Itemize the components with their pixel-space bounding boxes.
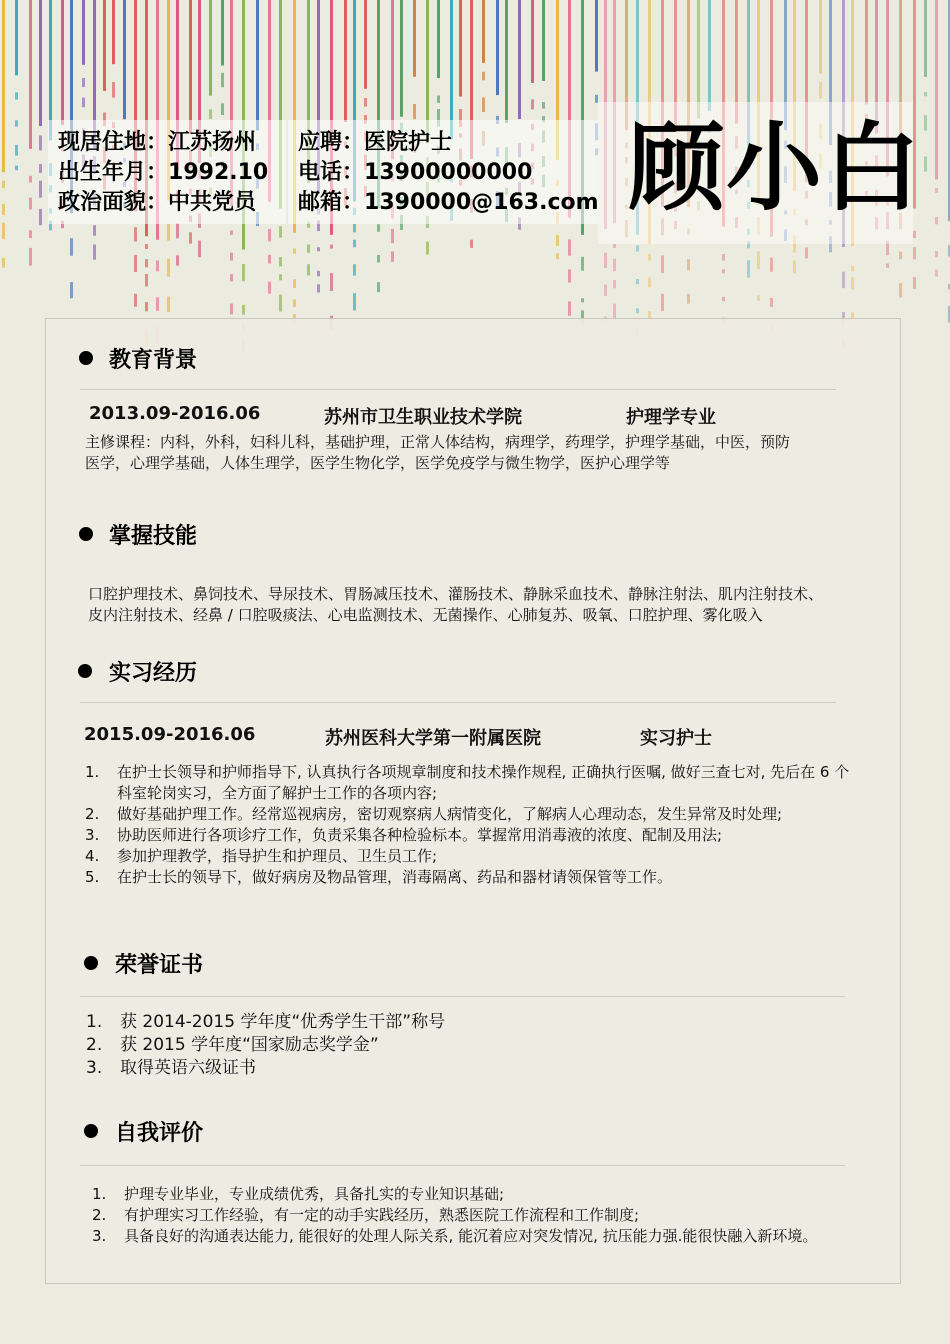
stripe-segment	[156, 260, 159, 271]
stripe-segment	[134, 227, 137, 241]
stripe-segment	[70, 238, 73, 256]
stripe-segment	[330, 273, 333, 291]
info-email: 邮箱：1390000@163.com	[298, 190, 599, 215]
stripe-segment	[613, 244, 616, 248]
stripe-segment	[459, 0, 462, 97]
stripe-segment	[604, 253, 607, 268]
stripe-segment	[636, 279, 639, 284]
stripe-segment	[221, 103, 224, 115]
section-title-self-evaluation: 自我评价	[115, 1121, 204, 1146]
education-courses-line1: 主修课程：内科，外科，妇科儿科，基础护理，正常人体结构，病理学，药理学，护理学基础，中医，预防	[85, 433, 791, 451]
stripe-segment	[935, 251, 938, 257]
stripe-segment	[391, 251, 394, 261]
info-position: 应聘：医院护士	[298, 130, 453, 155]
bullet-dot-icon	[79, 351, 93, 365]
stripe-segment	[913, 231, 916, 238]
personal-info-right	[288, 120, 598, 224]
skills-line2: 皮内注射技术、经鼻 / 口腔吸痰法、心电监测技术、无菌操作、心肺复苏、吸氧、口腔护理、雾化吸入	[88, 606, 763, 624]
stripe-segment	[708, 0, 711, 111]
stripe-segment	[851, 277, 854, 289]
stripe-segment	[134, 255, 137, 272]
stripe-segment	[913, 247, 916, 259]
list-item: 1. 护理专业毕业，专业成绩优秀，具备扎实的专业知识基础;	[92, 1185, 505, 1203]
internship-period: 2015.09-2016.06	[84, 724, 256, 745]
stripe-segment	[437, 0, 440, 78]
stripe-segment	[29, 176, 32, 183]
stripe-segment	[581, 257, 584, 271]
education-period: 2013.09-2016.06	[89, 403, 261, 424]
stripe-segment	[613, 280, 616, 288]
stripe-segment	[924, 115, 927, 130]
stripe-segment	[935, 217, 938, 224]
stripe-segment	[29, 0, 32, 149]
stripe-segment	[648, 278, 651, 288]
stripe-segment	[279, 274, 282, 280]
stripe-segment	[353, 224, 356, 233]
education-major: 护理学专业	[626, 407, 716, 428]
stripe-segment	[518, 0, 521, 119]
stripe-segment	[542, 102, 545, 108]
stripe-segment	[722, 269, 725, 273]
stripe-segment	[770, 298, 773, 307]
stripe-segment	[851, 266, 854, 271]
stripe-segment	[636, 246, 639, 252]
stripe-segment	[568, 239, 571, 255]
stripe-segment	[134, 294, 137, 307]
stripe-segment	[697, 0, 700, 118]
stripe-segment	[39, 164, 42, 173]
stripe-segment	[482, 72, 485, 81]
list-item: 3. 取得英语六级证书	[86, 1058, 256, 1078]
stripe-segment	[256, 0, 259, 131]
stripe-segment	[661, 294, 664, 311]
stripe-segment	[145, 244, 148, 249]
stripe-segment	[39, 209, 42, 225]
list-item: 1. 获 2014-2015 学年度“优秀学生干部”称号	[86, 1012, 446, 1032]
stripe-segment	[2, 0, 5, 172]
stripe-segment	[793, 260, 796, 273]
stripe-segment	[542, 0, 545, 81]
stripe-segment	[364, 0, 367, 89]
stripe-segment	[29, 230, 32, 238]
stripe-segment	[39, 135, 42, 150]
stripe-segment	[230, 230, 233, 234]
stripe-segment	[307, 264, 310, 275]
stripe-segment	[317, 284, 320, 292]
list-item: 2. 做好基础护理工作。经常巡视病房，密切观察病人病情变化，了解病人心理动态，发生异常及时处理;	[85, 805, 783, 823]
stripe-segment	[2, 204, 5, 215]
stripe-segment	[15, 120, 18, 126]
stripe-segment	[924, 92, 927, 96]
divider	[80, 702, 836, 703]
stripe-segment	[279, 226, 282, 237]
stripe-segment	[2, 223, 5, 239]
stripe-segment	[279, 295, 282, 312]
stripe-segment	[123, 0, 126, 119]
stripe-segment	[426, 242, 429, 255]
stripe-segment	[924, 156, 927, 171]
stripe-segment	[496, 0, 499, 95]
bullet-dot-icon	[78, 664, 92, 678]
bullet-dot-icon	[84, 1124, 98, 1138]
stripe-segment	[899, 283, 902, 297]
bullet-dot-icon	[79, 527, 93, 541]
stripe-segment	[293, 300, 296, 307]
info-phone: 电话：13900000000	[298, 160, 533, 185]
stripe-segment	[145, 259, 148, 267]
stripe-segment	[29, 248, 32, 266]
stripe-segment	[413, 0, 416, 77]
section-title-internship: 实习经历	[109, 661, 198, 686]
stripe-segment	[899, 252, 902, 260]
divider	[80, 996, 845, 997]
info-political: 政治面貌：中共党员	[58, 190, 257, 215]
stripe-segment	[344, 0, 347, 122]
stripe-segment	[935, 270, 938, 277]
stripe-segment	[242, 264, 245, 281]
stripe-segment	[167, 297, 170, 313]
stripe-segment	[913, 277, 916, 289]
self-evaluation-list	[92, 1184, 882, 1247]
stripe-segment	[230, 303, 233, 314]
stripe-segment	[747, 260, 750, 277]
stripe-segment	[112, 0, 115, 64]
stripe-segment	[268, 282, 271, 294]
stripe-segment	[156, 297, 159, 310]
stripe-segment	[722, 297, 725, 301]
stripe-segment	[70, 282, 73, 298]
stripe-segment	[377, 255, 380, 263]
stripe-segment	[15, 0, 18, 75]
stripe-segment	[819, 0, 822, 73]
stripe-segment	[103, 0, 106, 91]
stripe-segment	[805, 247, 808, 258]
stripe-segment	[482, 0, 485, 63]
stripe-segment	[167, 224, 170, 241]
stripe-segment	[29, 198, 32, 210]
stripe-segment	[770, 258, 773, 272]
stripe-segment	[556, 253, 559, 259]
info-birth: 出生年月：1992.10	[58, 160, 269, 185]
stripe-segment	[935, 188, 938, 193]
stripe-segment	[198, 241, 201, 258]
stripe-segment	[400, 0, 403, 117]
stripe-segment	[595, 0, 598, 72]
section-title-education: 教育背景	[109, 348, 198, 373]
stripe-segment	[145, 302, 148, 311]
stripe-segment	[470, 240, 473, 248]
stripe-segment	[268, 255, 271, 264]
stripe-segment	[221, 0, 224, 66]
stripe-segment	[209, 0, 212, 96]
candidate-name: 顾小白	[628, 112, 922, 224]
list-item: 3. 协助医师进行各项诊疗工作，负责采集各种检验标本。掌握常用消毒液的浓度、配制及用法;	[85, 826, 723, 844]
internship-role: 实习护士	[640, 728, 712, 749]
stripe-segment	[189, 0, 192, 134]
stripe-segment	[886, 264, 889, 268]
stripe-segment	[556, 235, 559, 246]
divider	[80, 1165, 845, 1166]
bullet-dot-icon	[84, 956, 98, 970]
stripe-segment	[636, 308, 639, 313]
stripe-segment	[842, 272, 845, 288]
stripe-segment	[209, 109, 212, 119]
info-residence: 现居住地：江苏扬州	[58, 130, 257, 155]
stripe-segment	[865, 0, 868, 104]
stripe-segment	[112, 82, 115, 98]
list-item: 2. 获 2015 学年度“国家励志奖学金”	[86, 1035, 379, 1055]
list-item: 4. 参加护理教学，指导护生和护理员、卫生员工作;	[85, 847, 438, 865]
stripe-segment	[307, 244, 310, 252]
stripe-segment	[687, 259, 690, 270]
stripe-segment	[687, 294, 690, 304]
stripe-segment	[757, 251, 760, 269]
education-courses-line2: 医学，心理学基础，人体生理学，医学生物化学，医学免疫学与微生物学，医护心理学等	[85, 454, 671, 472]
stripe-segment	[82, 0, 85, 65]
section-title-honors: 荣誉证书	[115, 953, 204, 978]
stripe-segment	[613, 259, 616, 272]
personal-info-left	[48, 120, 286, 224]
stripe-segment	[82, 78, 85, 87]
stripe-segment	[450, 0, 453, 139]
stripe-segment	[176, 255, 179, 265]
stripe-segment	[176, 223, 179, 238]
internship-hospital: 苏州医科大学第一附属医院	[325, 728, 541, 749]
stripe-segment	[15, 166, 18, 171]
stripe-segment	[279, 257, 282, 266]
stripe-segment	[604, 284, 607, 295]
stripe-segment	[531, 99, 534, 109]
stripe-segment	[353, 264, 356, 275]
list-item: 1. 在护士长领导和护师指导下, 认真执行各项规章制度和技术操作规程, 正确执行医嘱, 做好三查七对, 先后在 6 个科室轮岗实习，全方面了解护士工作的各项内容;	[85, 763, 850, 802]
stripe-segment	[317, 271, 320, 276]
divider	[80, 389, 836, 390]
stripe-segment	[924, 0, 927, 77]
stripe-segment	[531, 0, 534, 83]
stripe-segment	[145, 274, 148, 286]
section-title-skills: 掌握技能	[109, 524, 198, 549]
stripe-segment	[230, 274, 233, 281]
stripe-segment	[268, 229, 271, 242]
internship-list	[85, 762, 855, 888]
stripe-segment	[568, 301, 571, 316]
stripe-segment	[2, 258, 5, 268]
stripe-segment	[293, 279, 296, 288]
stripe-segment	[661, 255, 664, 273]
stripe-segment	[82, 98, 85, 108]
stripe-segment	[757, 295, 760, 301]
stripe-segment	[413, 104, 416, 119]
stripe-segment	[39, 0, 42, 126]
stripe-segment	[2, 181, 5, 188]
stripe-segment	[819, 82, 822, 99]
skills-line1: 口腔护理技术、鼻饲技术、导尿技术、胃肠减压技术、灌肠技术、静脉采血技术、静脉注射法、肌内注射技术、	[88, 585, 824, 603]
stripe-segment	[377, 224, 380, 232]
list-item: 5. 在护士长的领导下，做好病房及物品管理，消毒隔离、药品和器材请领保管等工作。	[85, 868, 673, 886]
stripe-segment	[242, 305, 245, 315]
list-item: 2. 有护理实习工作经验，有一定的动手实践经历，熟悉医院工作流程和工作制度;	[92, 1206, 640, 1224]
stripe-segment	[364, 98, 367, 107]
stripe-segment	[505, 0, 508, 123]
stripe-segment	[15, 92, 18, 99]
stripe-segment	[317, 247, 320, 251]
stripe-segment	[189, 232, 192, 243]
stripe-segment	[722, 254, 725, 260]
stripe-segment	[353, 240, 356, 248]
stripe-segment	[482, 97, 485, 112]
stripe-segment	[61, 0, 64, 125]
stripe-segment	[353, 293, 356, 310]
education-school: 苏州市卫生职业技术学院	[324, 407, 522, 428]
stripe-segment	[93, 225, 96, 236]
stripe-segment	[935, 0, 938, 180]
list-item: 3. 具备良好的沟通表达能力, 能很好的处理人际关系, 能沉着应对突发情况, 抗压能力强.能很快融入新环境。	[92, 1227, 818, 1245]
stripe-segment	[377, 282, 380, 292]
stripe-segment	[167, 259, 170, 277]
honors-list	[86, 1011, 786, 1080]
stripe-segment	[39, 181, 42, 198]
stripe-segment	[230, 253, 233, 261]
stripe-segment	[330, 245, 333, 249]
stripe-segment	[15, 145, 18, 156]
stripe-segment	[391, 229, 394, 243]
stripe-segment	[93, 245, 96, 260]
stripe-segment	[221, 73, 224, 87]
stripe-segment	[568, 269, 571, 282]
stripe-segment	[648, 254, 651, 261]
stripe-segment	[581, 298, 584, 302]
stripe-segment	[293, 248, 296, 253]
stripe-segment	[437, 96, 440, 103]
